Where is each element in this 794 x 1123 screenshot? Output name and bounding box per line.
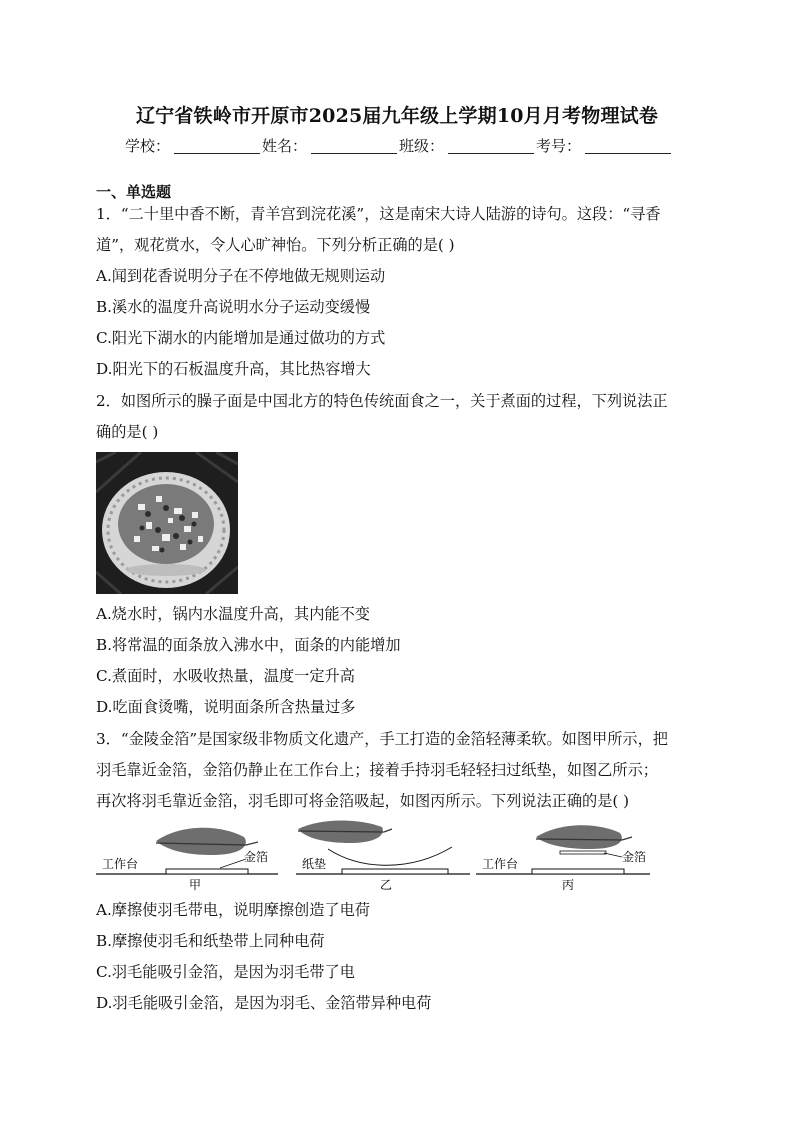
q3-stem-line2: 羽毛靠近金箔，金箔仍静止在工作台上；接着手持羽毛轻轻扫过纸垫，如图乙所示；	[96, 761, 658, 779]
q1-option-a: A.闻到花香说明分子在不停地做无规则运动	[96, 267, 386, 285]
q2-stem-line2: 确的是( )	[96, 423, 159, 441]
number-label: 考号：	[536, 137, 582, 155]
q1-option-b: B.溪水的温度升高说明水分子运动变缓慢	[96, 298, 371, 316]
q3-option-d: D.羽毛能吸引金箔，是因为羽毛、金箔带异种电荷	[96, 994, 432, 1012]
q2-stem-line1: 2．如图所示的臊子面是中国北方的特色传统面食之一，关于煮面的过程，下列说法正	[96, 392, 668, 410]
paper-pad-label: 纸垫	[302, 857, 327, 871]
q1-stem-line2: 道”，观花赏水，令人心旷神怡。下列分析正确的是( )	[96, 236, 455, 254]
figure-jia	[96, 828, 278, 892]
q1-stem-line1: 1．“二十里中香不断，青羊宫到浣花溪”，这是南宋大诗人陆游的诗句。这段：“寻香	[96, 205, 661, 223]
workbench-label-jia: 工作台	[102, 857, 139, 871]
school-blank[interactable]	[174, 137, 260, 154]
q3-option-a: A.摩擦使羽毛带电，说明摩擦创造了电荷	[96, 901, 370, 919]
student-info-row	[125, 135, 673, 156]
feather-gold-foil-diagram	[92, 815, 662, 895]
figure-label-jia: 甲	[189, 878, 202, 892]
figure-yi	[296, 821, 470, 893]
noodle-bowl-photo	[96, 452, 238, 594]
name-blank[interactable]	[311, 137, 397, 154]
section-heading: 一、单选题	[96, 183, 172, 201]
figure-label-yi: 乙	[380, 878, 393, 892]
number-blank[interactable]	[585, 137, 671, 154]
q3-stem-line3: 再次将羽毛靠近金箔，羽毛即可将金箔吸起，如图丙所示。下列说法正确的是( )	[96, 792, 630, 810]
q2-option-a: A.烧水时，锅内水温度升高，其内能不变	[96, 605, 370, 623]
q2-option-b: B.将常温的面条放入沸水中，面条的内能增加	[96, 636, 401, 654]
name-label: 姓名：	[262, 137, 308, 155]
class-blank[interactable]	[448, 137, 534, 154]
school-label: 学校：	[125, 137, 171, 155]
q1-option-d: D.阳光下的石板温度升高，其比热容增大	[96, 360, 371, 378]
class-label: 班级：	[399, 137, 445, 155]
gold-foil-label-jia: 金箔	[244, 850, 269, 864]
q1-option-c: C.阳光下湖水的内能增加是通过做功的方式	[96, 329, 386, 347]
q2-option-c: C.煮面时，水吸收热量，温度一定升高	[96, 667, 355, 685]
page-title: 辽宁省铁岭市开原市2025届九年级上学期10月月考物理试卷	[135, 105, 659, 127]
q3-option-c: C.羽毛能吸引金箔，是因为羽毛带了电	[96, 963, 355, 981]
gold-foil-label-bing: 金箔	[622, 850, 647, 864]
figure-label-bing: 丙	[562, 878, 575, 892]
q3-stem-line1: 3．“金陵金箔”是国家级非物质文化遗产，手工打造的金箔轻薄柔软。如图甲所示，把	[96, 730, 668, 748]
q2-option-d: D.吃面食烫嘴，说明面条所含热量过多	[96, 698, 356, 716]
workbench-label-bing: 工作台	[482, 857, 519, 871]
q3-option-b: B.摩擦使羽毛和纸垫带上同种电荷	[96, 932, 325, 950]
figure-bing	[476, 825, 650, 892]
